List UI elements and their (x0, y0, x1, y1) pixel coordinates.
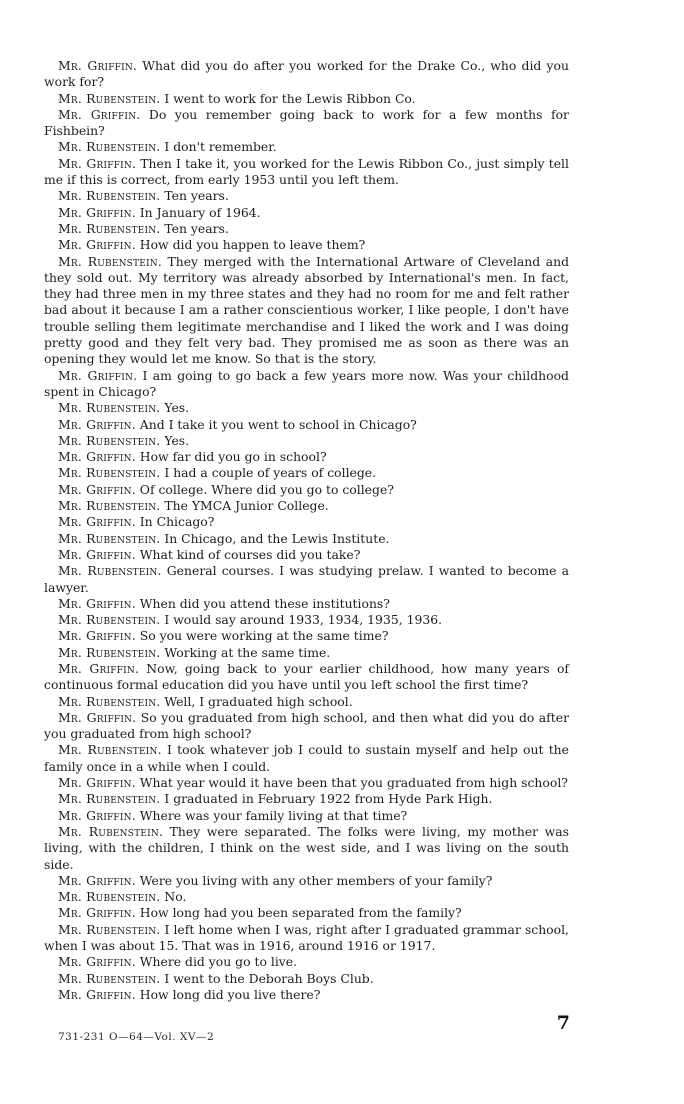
statement-text: Were you living with any other members of your family? (135, 872, 493, 888)
testimony-paragraph (44, 987, 569, 1003)
statement-text: Now, going back to your earlier childhood, how many years of continuous formal education did you have until you left school the first time? (44, 660, 569, 693)
testimony-paragraph (44, 971, 569, 987)
statement-text: I went to the Deborah Boys Club. (160, 970, 374, 986)
speaker-name: Mr. Rubenstein. (58, 612, 161, 628)
speaker-name: Mr. Rubenstein. (58, 693, 161, 709)
speaker-name: Mr. Griffin. (58, 416, 136, 432)
statement-text: In Chicago? (135, 514, 215, 530)
testimony-paragraph (44, 596, 569, 612)
testimony-paragraph (44, 498, 569, 514)
statement-text: The YMCA Junior College. (160, 498, 329, 514)
speaker-name: Mr. Rubenstein. (58, 921, 161, 937)
testimony-paragraph (44, 791, 569, 807)
speaker-name: Mr. Griffin. (58, 660, 140, 676)
speaker-name: Mr. Griffin. (58, 237, 136, 253)
testimony-paragraph (44, 205, 569, 221)
speaker-name: Mr. Rubenstein. (58, 139, 161, 155)
testimony-paragraph (44, 563, 569, 596)
statement-text: When did you attend these institutions? (135, 595, 390, 611)
testimony-body (44, 58, 569, 1003)
speaker-name: Mr. Griffin. (58, 367, 138, 383)
speaker-name: Mr. Griffin. (58, 595, 136, 611)
statement-text: How did you happen to leave them? (135, 237, 366, 253)
statement-text: Where was your family living at that time? (135, 807, 408, 823)
speaker-name: Mr. Rubenstein. (58, 465, 161, 481)
testimony-paragraph (44, 107, 569, 140)
speaker-name: Mr. Rubenstein. (58, 791, 161, 807)
testimony-paragraph (44, 237, 569, 253)
page-number: 7 (556, 1012, 570, 1034)
statement-text: I graduated in February 1922 from Hyde Park High. (160, 791, 493, 807)
speaker-name: Mr. Griffin. (58, 905, 136, 921)
speaker-name: Mr. Griffin. (58, 709, 137, 725)
statement-text: I had a couple of years of college. (160, 465, 377, 481)
statement-text: I don't remember. (160, 139, 277, 155)
testimony-paragraph (44, 433, 569, 449)
speaker-name: Mr. Griffin. (58, 204, 136, 220)
testimony-paragraph (44, 922, 569, 955)
testimony-paragraph (44, 645, 569, 661)
statement-text: How far did you go in school? (135, 449, 327, 465)
statement-text: In Chicago, and the Lewis Institute. (160, 530, 390, 546)
testimony-paragraph (44, 694, 569, 710)
statement-text: What did you do after you worked for the Drake Co., who did you work for? (44, 58, 569, 90)
statement-text: Working at the same time. (160, 644, 331, 660)
testimony-paragraph (44, 775, 569, 791)
speaker-name: Mr. Griffin. (58, 155, 137, 171)
testimony-paragraph (44, 547, 569, 563)
testimony-paragraph (44, 612, 569, 628)
testimony-paragraph (44, 221, 569, 237)
statement-text: They merged with the International Artware of Cleveland and they sold out. My territory was already absorbed by International's men. In fact, they had three men in my three states and they had no room for me and felt rather bad about it because I am a rather conscientious worker, I like people, I don't have trouble selling them legitimate merchandise and I liked the work and I was doing pretty good and they felt very bad. They promised me as soon as there was an opening they would let me know. So that is the story. (44, 253, 570, 367)
speaker-name: Mr. Griffin. (58, 954, 136, 970)
statement-text: Where did you go to live. (135, 954, 298, 970)
statement-text: I would say around 1933, 1934, 1935, 1936. (160, 612, 443, 628)
statement-text: General courses. I was studying prelaw. I wanted to become a lawyer. (44, 563, 570, 595)
statement-text: So you graduated from high school, and then what did you do after you graduated from high school? (44, 709, 569, 742)
statement-text: How long did you live there? (135, 986, 321, 1002)
speaker-name: Mr. Rubenstein. (58, 742, 162, 758)
speaker-name: Mr. Rubenstein. (58, 432, 161, 448)
statement-text: I went to work for the Lewis Ribbon Co. (160, 90, 416, 106)
statement-text: I took whatever job I could to sustain myself and help out the family once in a while when I could. (44, 742, 569, 774)
speaker-name: Mr. Rubenstein. (58, 563, 162, 579)
speaker-name: Mr. Rubenstein. (58, 644, 161, 660)
speaker-name: Mr. Rubenstein. (58, 530, 161, 546)
testimony-paragraph (44, 873, 569, 889)
testimony-paragraph (44, 58, 569, 91)
speaker-name: Mr. Rubenstein. (58, 220, 161, 236)
speaker-name: Mr. Griffin. (58, 514, 136, 530)
speaker-name: Mr. Griffin. (58, 106, 141, 122)
speaker-name: Mr. Griffin. (58, 58, 138, 73)
testimony-paragraph (44, 824, 569, 873)
testimony-paragraph (44, 254, 569, 368)
statement-text: They were separated. The folks were living, my mother was living, with the children, I think on the west side, and I was living on the south side. (44, 823, 569, 872)
speaker-name: Mr. Griffin. (58, 986, 136, 1002)
statement-text: How long had you been separated from the family? (135, 905, 462, 921)
testimony-paragraph (44, 905, 569, 921)
testimony-paragraph (44, 710, 569, 743)
testimony-paragraph (44, 368, 569, 401)
speaker-name: Mr. Rubenstein. (58, 188, 161, 204)
speaker-name: Mr. Rubenstein. (58, 498, 161, 514)
statement-text: What kind of courses did you take? (135, 546, 361, 562)
speaker-name: Mr. Rubenstein. (58, 823, 164, 839)
testimony-paragraph (44, 742, 569, 775)
statement-text: Well, I graduated high school. (160, 693, 353, 709)
statement-text: Do you remember going back to work for a few months for Fishbein? (44, 106, 569, 139)
statement-text: Ten years. (160, 220, 229, 236)
speaker-name: Mr. Rubenstein. (58, 970, 161, 986)
statement-text: Yes. (160, 432, 190, 448)
testimony-paragraph (44, 400, 569, 416)
statement-text: I am going to go back a few years more now. Was your childhood spent in Chicago? (44, 367, 569, 399)
statement-text: I left home when I was, right after I graduated grammar school, when I was about 15. That was in 1916, around 1916 or 1917. (44, 921, 569, 954)
speaker-name: Mr. Griffin. (58, 481, 136, 497)
testimony-paragraph (44, 514, 569, 530)
speaker-name: Mr. Rubenstein. (58, 889, 161, 905)
statement-text: Of college. Where did you go to college? (135, 481, 394, 497)
speaker-name: Mr. Rubenstein. (58, 90, 161, 106)
testimony-paragraph (44, 889, 569, 905)
speaker-name: Mr. Griffin. (58, 546, 136, 562)
testimony-paragraph (44, 156, 569, 189)
speaker-name: Mr. Rubenstein. (58, 400, 161, 416)
speaker-name: Mr. Rubenstein. (58, 253, 162, 269)
testimony-paragraph (44, 417, 569, 433)
testimony-paragraph (44, 808, 569, 824)
testimony-paragraph (44, 91, 569, 107)
testimony-paragraph (44, 188, 569, 204)
speaker-name: Mr. Griffin. (58, 628, 136, 644)
statement-text: What year would it have been that you graduated from high school? (135, 775, 568, 791)
speaker-name: Mr. Griffin. (58, 872, 136, 888)
print-code: 731-231 O—64—Vol. XV—2 (58, 1031, 215, 1043)
testimony-paragraph (44, 482, 569, 498)
statement-text: And I take it you went to school in Chicago? (135, 416, 417, 432)
speaker-name: Mr. Griffin. (58, 449, 136, 465)
statement-text: In January of 1964. (135, 204, 261, 220)
testimony-paragraph (44, 449, 569, 465)
statement-text: Ten years. (160, 188, 229, 204)
testimony-paragraph (44, 139, 569, 155)
testimony-paragraph (44, 465, 569, 481)
testimony-paragraph (44, 661, 569, 694)
statement-text: Then I take it, you worked for the Lewis Ribbon Co., just simply tell me if this is correct, from early 1953 until you left them. (44, 155, 569, 188)
testimony-paragraph (44, 628, 569, 644)
statement-text: Yes. (160, 400, 190, 416)
speaker-name: Mr. Griffin. (58, 807, 136, 823)
testimony-paragraph (44, 531, 569, 547)
speaker-name: Mr. Griffin. (58, 775, 136, 791)
statement-text: No. (160, 889, 187, 905)
statement-text: So you were working at the same time? (135, 628, 389, 644)
testimony-paragraph (44, 954, 569, 970)
